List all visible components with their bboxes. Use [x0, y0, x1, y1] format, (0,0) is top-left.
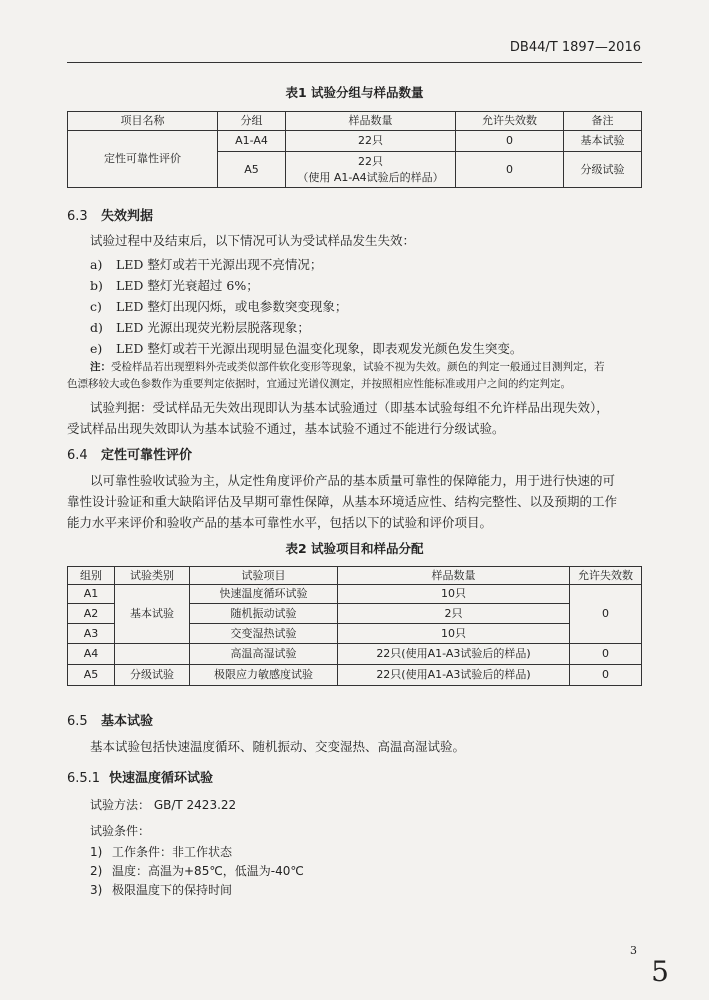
test-method: 试验方法： GB/T 2423.22 [90, 798, 237, 812]
s65-text: 基本试验包括快速温度循环、随机振动、交变湿热、高温高湿试验。 [90, 739, 466, 754]
page-number: 3 [630, 944, 637, 957]
s64-line-3: 能力水平来评价和验收产品的基本可靠性水平，包括以下的试验和评价项目。 [67, 515, 493, 530]
table1-header: 允许失效数 [456, 112, 564, 131]
table2-category-grade: 分级试验 [115, 665, 190, 686]
judgement-line-1: 试验判据：受试样品无失效出现即认为基本试验通过（即基本试验每组不允许样品出现失效）， [90, 400, 609, 415]
section-6-4-heading [67, 444, 192, 463]
list-label: a) [90, 257, 103, 272]
table1-qty-note: （使用 A1-A4试验后的样品） [297, 170, 444, 184]
table1-caption: 表1 试验分组与样品数量 [285, 85, 424, 100]
table2-caption: 表2 试验项目和样品分配 [285, 541, 424, 556]
section-6-5-heading [67, 710, 153, 729]
table1-qty: 22只 [358, 154, 383, 168]
list-item [90, 297, 347, 315]
table2-group: A2 [68, 604, 115, 624]
table1-cell: 分级试验 [564, 152, 642, 188]
condition-item [90, 862, 304, 879]
table2-header: 试验项目 [190, 567, 338, 585]
condition-text: 极限温度下的保持时间 [112, 883, 233, 897]
table2-qty: 22只(使用A1-A3试验后的样品) [338, 644, 570, 665]
note-line-2: 色漂移较大或色参数作为重要判定依据时，宜通过光谱仪测定，并按照相应性能标准或用户之间的约定判定。 [67, 378, 571, 390]
note-label: 注： [90, 361, 111, 373]
list-item [90, 339, 522, 357]
section-title: 失效判据 [101, 209, 154, 224]
condition-label: 1) [90, 845, 103, 859]
note-line-1: 注：受检样品若出现塑料外壳或类似部件软化变形等现象，试验不视为失效。颜色的判定一般通过目测判定，若 [90, 361, 605, 373]
table2-item: 随机振动试验 [190, 604, 338, 624]
s64-line-1: 以可靠性验收试验为主，从定性角度评价产品的基本质量可靠性的保障能力，用于进行快速的可 [90, 473, 616, 488]
table2-fail: 0 [570, 644, 642, 665]
table2-category-basic: 基本试验 [115, 585, 190, 644]
table2-item: 高温高湿试验 [190, 644, 338, 665]
table2-header: 组别 [68, 567, 115, 585]
section-6-3-heading [67, 205, 153, 224]
s64-line-2: 靠性设计验证和重大缺陷评估及早期可靠性保障，从基本环境适应性、结构完整性、以及预期的工作 [67, 494, 618, 509]
conditions-title: 试验条件： [90, 824, 151, 838]
table2-qty: 22只(使用A1-A3试验后的样品) [338, 665, 570, 686]
list-text: LED 整灯出现闪烁，或电参数突变现象； [116, 299, 348, 314]
table2-qty: 10只 [338, 585, 570, 604]
table1-header: 项目名称 [68, 112, 218, 131]
list-label: d) [90, 320, 103, 335]
table1-cell: A5 [218, 152, 286, 188]
table2-group: A5 [68, 665, 115, 686]
header-rule [67, 62, 642, 63]
table2-qty: 2只 [338, 604, 570, 624]
table1-qty-cell [286, 152, 456, 188]
list-item [90, 318, 310, 336]
table2 [67, 566, 642, 686]
section-number: 6.3 [67, 209, 88, 224]
section-title: 定性可靠性评价 [101, 448, 193, 463]
table2-header: 允许失效数 [570, 567, 642, 585]
table2-qty: 10只 [338, 624, 570, 644]
list-text: LED 整灯或若干光源出现不亮情况； [116, 257, 323, 272]
condition-label: 3) [90, 883, 103, 897]
condition-label: 2) [90, 864, 103, 878]
table2-group: A4 [68, 644, 115, 665]
condition-item [90, 881, 232, 898]
table2-group: A3 [68, 624, 115, 644]
condition-text: 工作条件：非工作状态 [112, 845, 233, 859]
section-number: 6.5.1 [67, 771, 101, 786]
table1-cell: 22只 [286, 131, 456, 152]
table1-cell: 0 [456, 152, 564, 188]
table1-cell: 基本试验 [564, 131, 642, 152]
table2-fail-merged: 0 [570, 585, 642, 644]
condition-item [90, 843, 232, 860]
list-label: b) [90, 278, 103, 293]
section-title: 快速温度循环试验 [109, 771, 214, 786]
table1-cell: A1-A4 [218, 131, 286, 152]
list-label: e) [90, 341, 103, 356]
handwritten-page-stamp: 5 [651, 955, 669, 988]
table2-item: 快速温度循环试验 [190, 585, 338, 604]
section-number: 6.4 [67, 448, 88, 463]
list-text: LED 光源出现荧光粉层脱落现象； [116, 320, 310, 335]
list-text: LED 整灯或若干光源出现明显色温变化现象，即表观发光颜色发生突变。 [116, 341, 523, 356]
table2-header: 样品数量 [338, 567, 570, 585]
table2-category-empty [115, 644, 190, 665]
section-number: 6.5 [67, 714, 88, 729]
table1-header: 备注 [564, 112, 642, 131]
table2-item: 交变湿热试验 [190, 624, 338, 644]
table1-category: 定性可靠性评价 [68, 131, 218, 188]
table2-item: 极限应力敏感度试验 [190, 665, 338, 686]
table1-cell: 0 [456, 131, 564, 152]
judgement-line-2: 受试样品出现失效即认为基本试验不通过，基本试验不通过不能进行分级试验。 [67, 421, 505, 436]
table1-header: 样品数量 [286, 112, 456, 131]
list-item [90, 255, 322, 273]
condition-text: 温度：高温为+85℃，低温为-40℃ [112, 864, 304, 878]
list-text: LED 整灯光衰超过 6%； [116, 278, 259, 293]
section-6-5-1-heading [67, 767, 213, 786]
s63-intro: 试验过程中及结束后，以下情况可认为受试样品发生失效： [90, 233, 416, 248]
table2-header: 试验类别 [115, 567, 190, 585]
table1-header: 分组 [218, 112, 286, 131]
list-item [90, 276, 259, 294]
table1 [67, 111, 642, 188]
standard-code: DB44/T 1897—2016 [509, 40, 641, 55]
table2-group: A1 [68, 585, 115, 604]
list-label: c) [90, 299, 102, 314]
table2-fail: 0 [570, 665, 642, 686]
section-title: 基本试验 [101, 714, 154, 729]
